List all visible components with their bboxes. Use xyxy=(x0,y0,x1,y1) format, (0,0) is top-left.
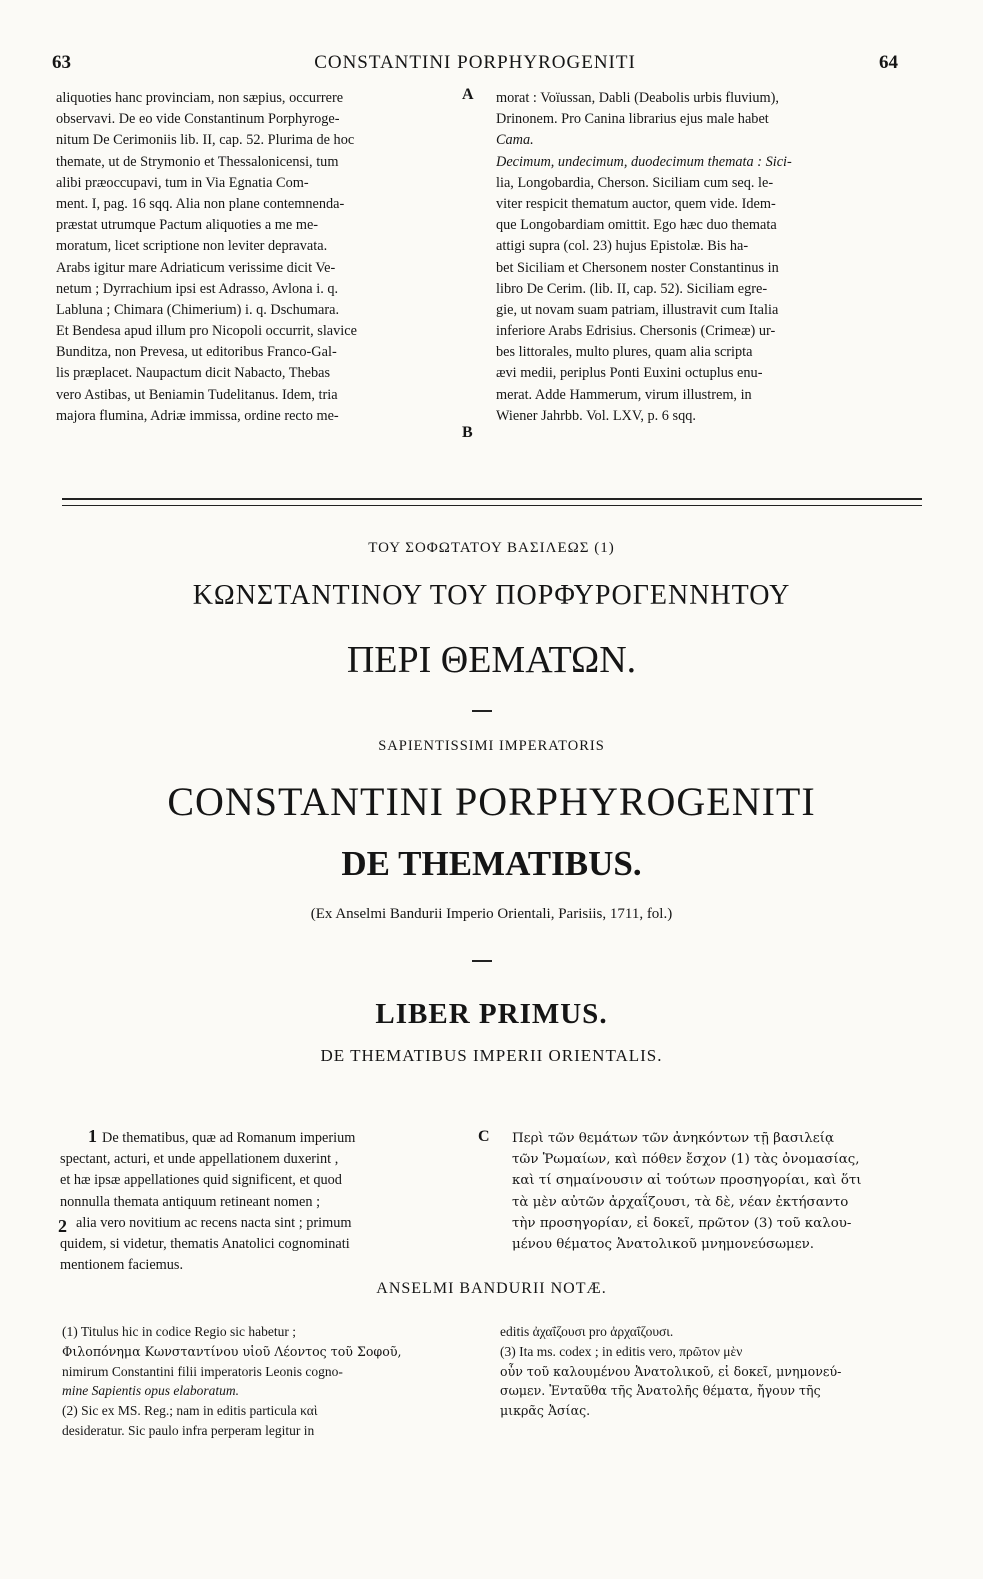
greek-title-line-1: ΤΟΥ ΣΟΦΩΤΑΤΟΥ ΒΑΣΙΛΕΩΣ (1) xyxy=(368,540,615,556)
note-line: (3) Ita ms. codex ; in editis vero, πρῶτον μὲν xyxy=(500,1343,743,1359)
text-line: attigi supra (col. 23) hujus Epistolæ. Bis ha- xyxy=(496,238,749,255)
latin-title-line-3: DE THEMATIBUS. xyxy=(341,844,642,883)
margin-marker-c: C xyxy=(478,1128,490,1145)
text-line: netum ; Dyrrachium ipsi est Adrasso, Avlona i. q. xyxy=(56,280,339,297)
greek-title-line-3: ΠΕΡΙ ΘΕΜΑΤΩΝ. xyxy=(346,639,637,681)
text-line: merat. Adde Hammerum, virum illustrem, in xyxy=(496,386,752,403)
text-line: lis præplacet. Naupactum dicit Nabacto, Thebas xyxy=(56,365,331,382)
running-title: CONSTANTINI PORPHYROGENITI xyxy=(314,52,636,73)
text-line: Labluna ; Chimara (Chimerium) i. q. Dschumara. xyxy=(56,301,340,318)
notes-heading: ANSELMI BANDURII NOTÆ. xyxy=(376,1280,607,1297)
text-line: Drinonem. Pro Canina librarius ejus male habet xyxy=(496,111,769,128)
book-subtitle: DE THEMATIBUS IMPERII ORIENTALIS. xyxy=(320,1046,663,1065)
text-line: præstat utrumque Pactum aliquoties a me me- xyxy=(56,217,319,234)
greek-body-column xyxy=(512,1128,904,1255)
text-line: Περὶ τῶν θεμάτων τῶν ἀνηκόντων τῇ βασιλείᾳ xyxy=(512,1131,834,1146)
top-right-column xyxy=(496,88,898,427)
title-dash xyxy=(472,710,492,712)
text-line: et hæ ipsæ appellationes quid significent, et quod xyxy=(60,1172,342,1189)
text-line: viter respicit thematum auctor, quem vide. Idem- xyxy=(496,195,776,212)
note-line: (1) Titulus hic in codice Regio sic habetur ; xyxy=(62,1324,296,1339)
note-line: Φιλοπόνημα Κωνσταντίνου υἱοῦ Λέοντος τοῦ Σοφοῦ, xyxy=(62,1343,402,1359)
text-line: majora flumina, Adriæ immissa, ordine recto me- xyxy=(56,407,339,424)
note-line: (2) Sic ex MS. Reg.; nam in editis particula καὶ xyxy=(62,1403,318,1419)
text-line: aliquoties hanc provinciam, non sæpius, occurrere xyxy=(56,90,344,106)
margin-marker-a: A xyxy=(462,86,474,103)
text-line: themate, ut de Strymonio et Thessalonicensi, tum xyxy=(56,153,339,170)
latin-body-column xyxy=(60,1128,465,1276)
text-line: nonnulla themata antiquum retineant nomen ; xyxy=(60,1193,321,1210)
text-line: vero Astibas, ut Beniamin Tudelitanus. Idem, tria xyxy=(56,386,338,403)
note-line: editis ἀχαΐζουσι pro ἀρχαΐζουσι. xyxy=(500,1324,674,1339)
latin-title-line-1: SAPIENTISSIMI IMPERATORIS xyxy=(378,738,605,754)
text-line: spectant, acturi, et unde appellationem duxerint , xyxy=(60,1151,339,1168)
text-line: De thematibus, quæ ad Romanum imperium xyxy=(102,1130,356,1146)
text-line: καὶ τί σημαίνουσιν αἱ τούτων προσηγορίαι, καὶ ὅτι xyxy=(512,1173,862,1189)
notes-left-column xyxy=(62,1322,462,1441)
running-header xyxy=(52,52,898,76)
text-line: moratum, licet scriptione non leviter depravata. xyxy=(56,238,328,255)
notes-right-column xyxy=(500,1322,900,1421)
text-line: alibi præoccupavi, tum in Via Egnatia Com- xyxy=(56,174,309,191)
note-line: μικρᾶς Ἀσίας. xyxy=(500,1403,591,1419)
page-number-right: 64 xyxy=(879,52,898,73)
text-line: Decimum, undecimum, duodecimum themata : Sici- xyxy=(496,153,792,170)
text-line: ment. I, pag. 16 sqq. Alia non plane contemnenda- xyxy=(56,195,345,212)
note-line: οὖν τοῦ καλουμένου Ἀνατολικοῦ, εἰ δοκεῖ, μνημονεύ- xyxy=(500,1363,842,1379)
note-line: σωμεν. Ἐνταῦθα τῆς Ἀνατολῆς θέματα, ἤγουν τῆς xyxy=(500,1383,821,1399)
text-line: τῶν Ῥωμαίων, καὶ πόθεν ἔσχον (1) τὰς ὀνομασίας, xyxy=(512,1152,860,1168)
text-line: μένου θέματος Ἀνατολικοῦ μνημονεύσωμεν. xyxy=(512,1236,815,1252)
text-line: observavi. De eo vide Constantinum Porphyroge- xyxy=(56,111,340,128)
margin-marker-b: B xyxy=(462,424,473,441)
text-line: bet Siciliam et Chersonem noster Constantinus in xyxy=(496,259,779,276)
text-line: libro De Cerim. (lib. II, cap. 52). Siciliam egre- xyxy=(496,280,768,297)
note-line: nimirum Constantini filii imperatoris Leonis cogno- xyxy=(62,1363,343,1379)
text-line: Bunditza, non Prevesa, ut editoribus Franco-Gal- xyxy=(56,344,337,361)
text-line: Wiener Jahrbb. Vol. LXV, p. 6 sqq. xyxy=(496,407,696,424)
section-number-1: 1 xyxy=(88,1126,97,1146)
top-left-column xyxy=(56,88,458,427)
section-number-2: 2 xyxy=(58,1216,67,1236)
text-line: τὰ μὲν αὐτῶν ἀρχαΐζουσι, τὰ δὲ, νέαν ἐκτήσαντο xyxy=(512,1194,849,1210)
text-line: bes littorales, multo plures, quam alia scripta xyxy=(496,344,753,361)
note-line: desideratur. Sic paulo infra perperam legitur in xyxy=(62,1422,315,1438)
text-line: quidem, si videtur, thematis Anatolici cognominati xyxy=(60,1235,350,1252)
source-citation: (Ex Anselmi Bandurii Imperio Orientali, Parisiis, 1711, fol.) xyxy=(310,906,673,922)
text-line: τὴν προσηγορίαν, εἰ δοκεῖ, πρῶτον (3) τοῦ καλου- xyxy=(512,1215,852,1231)
section-divider xyxy=(62,498,922,506)
text-line: gie, ut novam suam patriam, illustravit cum Italia xyxy=(496,301,779,318)
latin-title-line-2: CONSTANTINI PORPHYROGENITI xyxy=(167,779,816,824)
text-line: mentionem faciemus. xyxy=(60,1257,184,1274)
text-line: Et Bendesa apud illum pro Nicopoli occurrit, slavice xyxy=(56,323,357,340)
text-line: ævi medii, periplus Ponti Euxini octuplus enu- xyxy=(496,365,763,382)
text-line: alia vero novitium ac recens nacta sint ; primum xyxy=(76,1214,352,1231)
title-dash xyxy=(472,960,492,962)
text-line: Arabs igitur mare Adriaticum verissime dicit Ve- xyxy=(56,259,336,276)
text-line: morat : Voïussan, Dabli (Deabolis urbis fluvium), xyxy=(496,90,779,106)
book-title: LIBER PRIMUS. xyxy=(375,998,608,1030)
page-number-left: 63 xyxy=(52,52,71,73)
note-line: mine Sapientis opus elaboratum. xyxy=(62,1383,239,1399)
text-line: Cama. xyxy=(496,132,534,149)
greek-title-line-2: ΚΩΝΣΤΑΝΤΙΝΟΥ ΤΟΥ ΠΟΡΦΥΡΟΓΕΝΝΗΤΟΥ xyxy=(192,580,791,611)
text-line: inferiore Arabs Edrisius. Chersonis (Crimeæ) ur- xyxy=(496,323,776,340)
text-line: lia, Longobardia, Cherson. Siciliam cum seq. le- xyxy=(496,174,774,191)
text-line: nitum De Cerimoniis lib. II, cap. 52. Plurima de hoc xyxy=(56,132,355,149)
text-line: que Longobardiam omittit. Ego hæc duo themata xyxy=(496,217,777,234)
